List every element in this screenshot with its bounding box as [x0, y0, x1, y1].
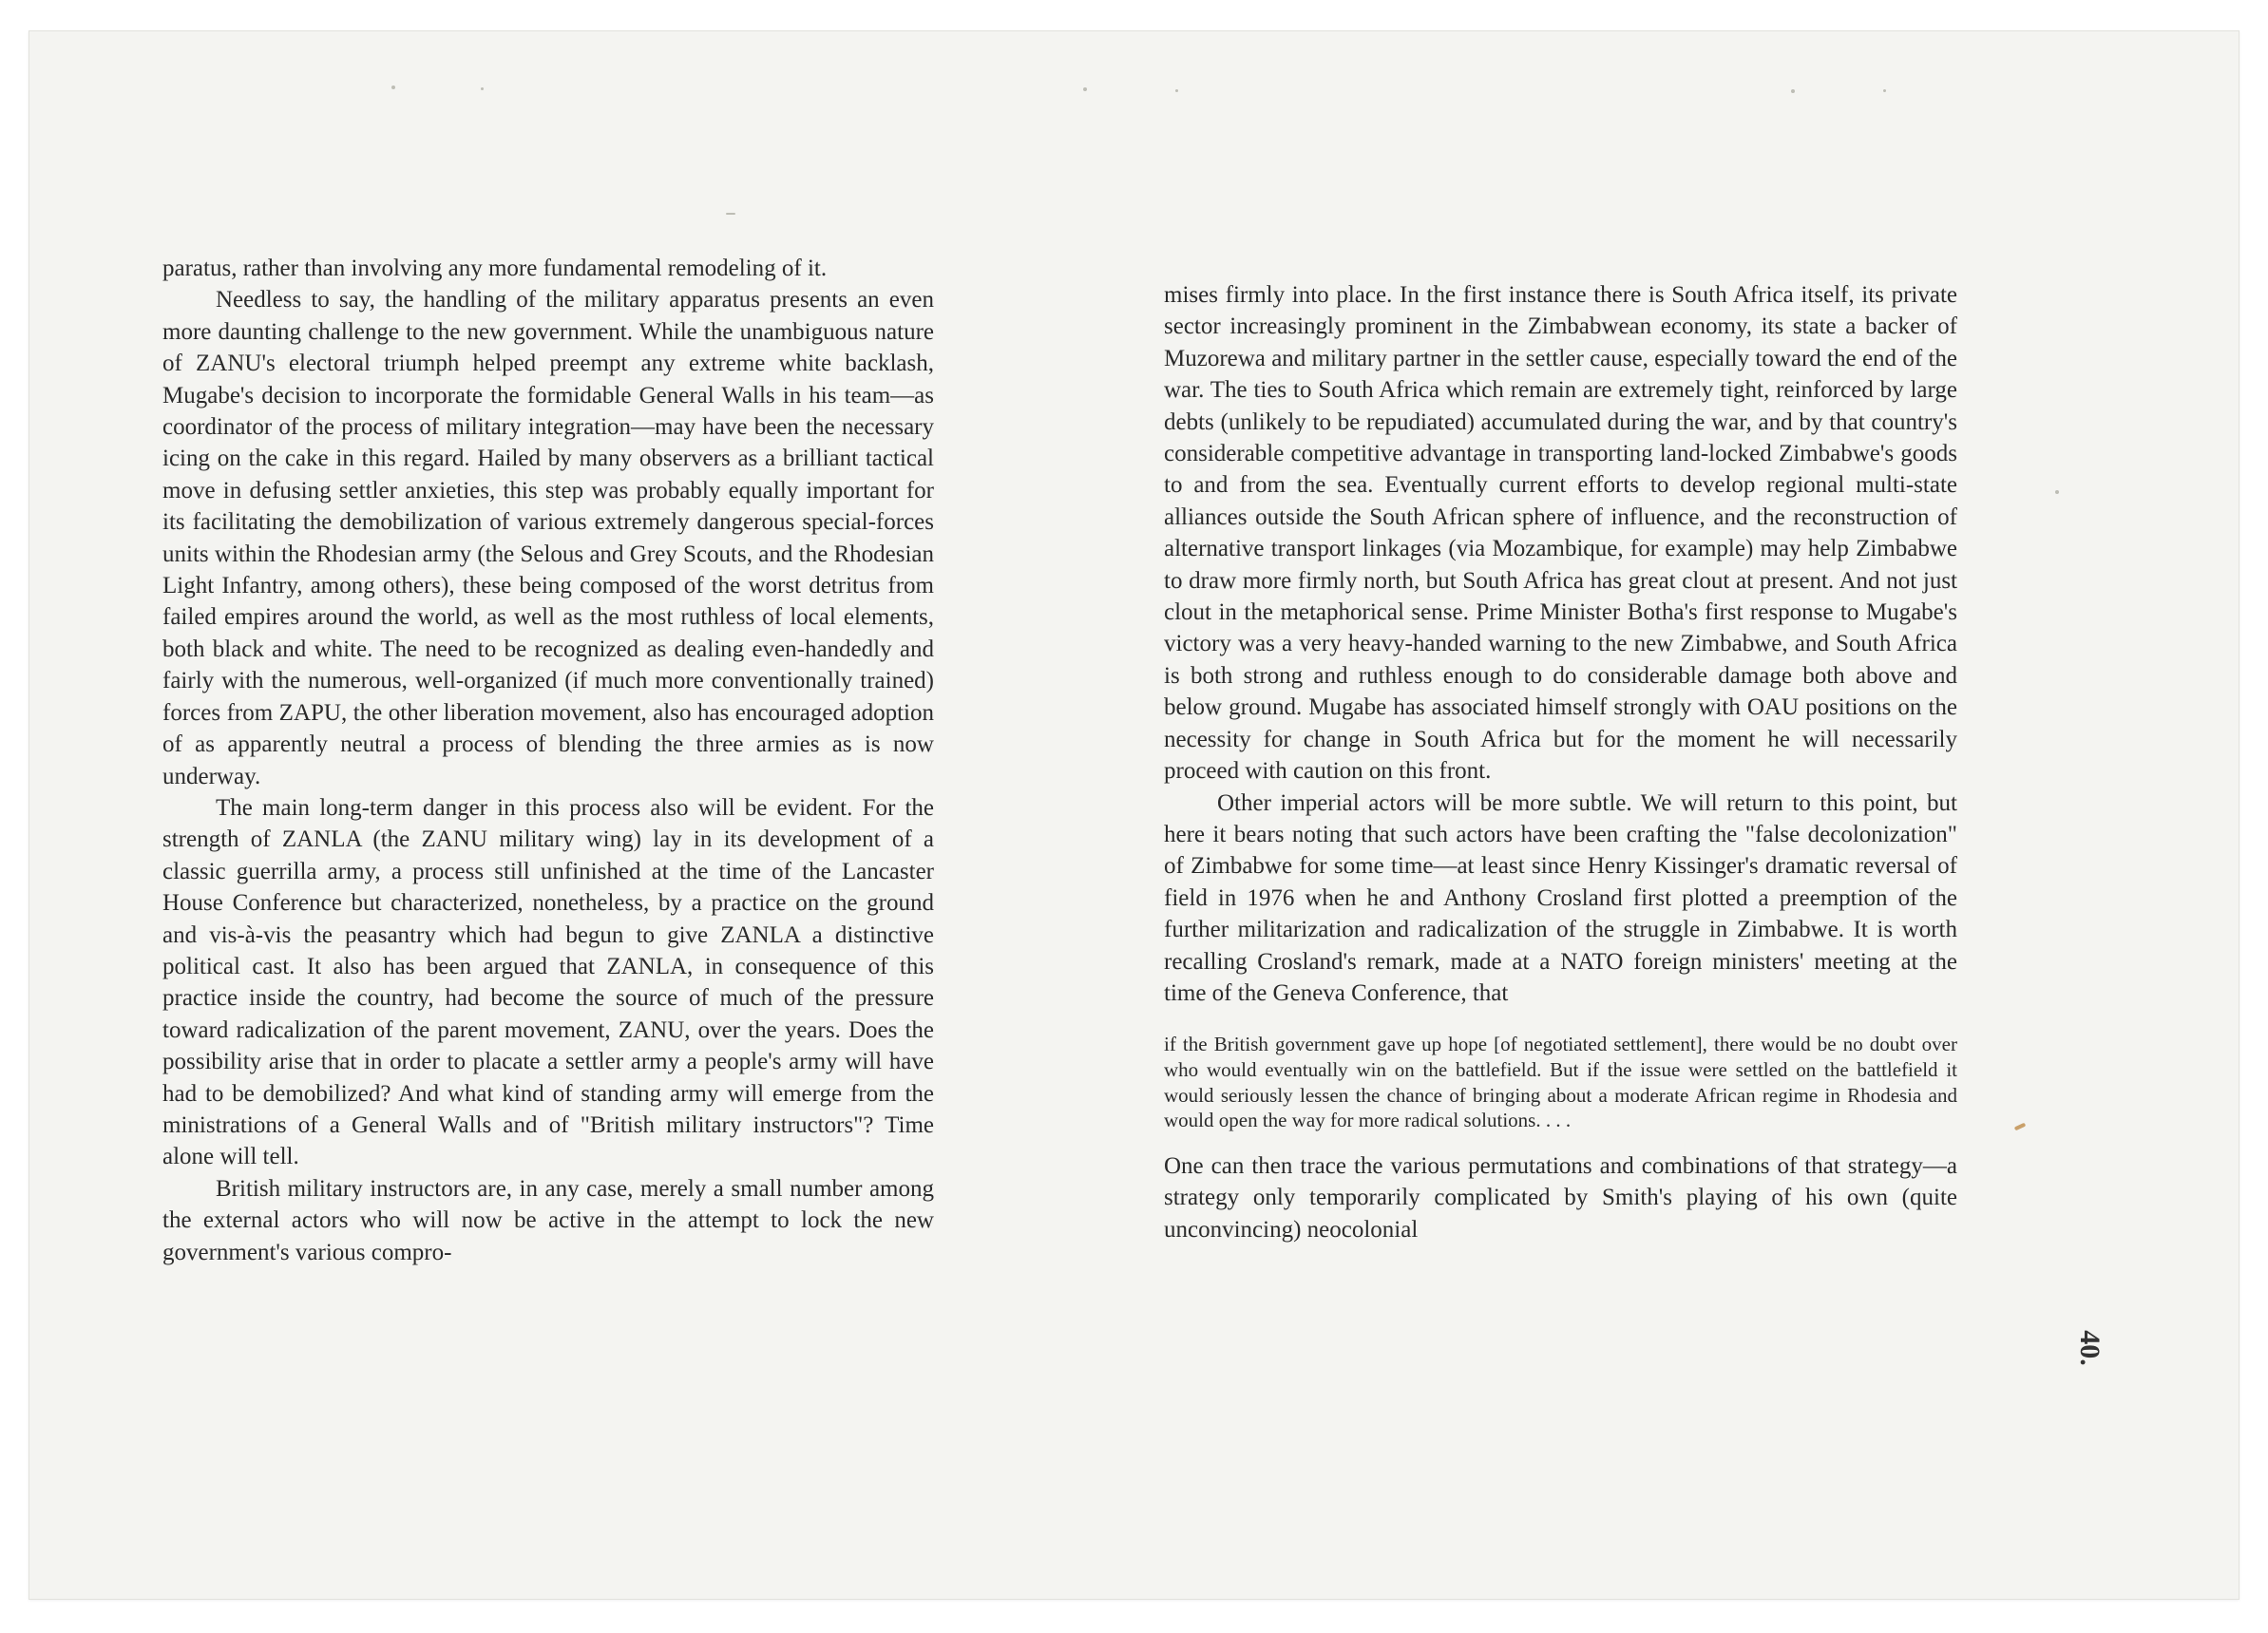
left-text-column	[162, 253, 934, 1268]
paper-speck	[1791, 89, 1795, 93]
paper-speck	[1883, 89, 1886, 92]
paper-speck	[726, 213, 735, 215]
paragraph: One can then trace the various permutations and combinations of that strategy—a strategy only temporarily complicated by Smith's playing of his own (quite unconvincing) neocolonial	[1164, 1152, 1957, 1243]
paper-speck	[2055, 490, 2059, 494]
paper-speck	[1083, 87, 1087, 91]
paragraph: British military instructors are, in any case, merely a small number among the external actors who will now be active in the attempt to lock the new government's various compro-	[162, 1175, 934, 1265]
paragraph: mises firmly into place. In the first instance there is South Africa itself, its private sector increasingly prominent in the Zimbabwean economy, its state a backer of Muzorewa and military partner in the settler cause, especially toward the end of the war. The ties to South Africa which remain are extremely tight, reinforced by large debts (unlikely to be repudiated) accumulated during the war, and by that country's considerable competitive advantage in transporting land-locked Zimbabwe's goods to and from the sea. Eventually current efforts to develop regional multi-state alliances outside the South African sphere of influence, and the reconstruction of alternative transport linkages (via Mozambique, for example) may help Zimbabwe to draw more firmly north, but South Africa has great clout at present. And not just clout in the metaphorical sense. Prime Minister Botha's first response to Mugabe's victory was a very heavy-handed warning to the new Zimbabwe, and South Africa is both strong and ruthless enough to do considerable damage both above and below ground. Mugabe has associated himself strongly with OAU positions on the necessity for change in South Africa but for the moment he will necessarily proceed with caution on this front.	[1164, 282, 1957, 785]
paragraph: paratus, rather than involving any more fundamental remodeling of it.	[162, 256, 828, 281]
paragraph: Other imperial actors will be more subtle. We will return to this point, but here it bears noting that such actors have been crafting the "false decolonization" of Zimbabwe for some time—at least since Henry Kissinger's dramatic reversal of field in 1976 when he and Anthony Crosland first plotted a preemption of the further militarization and radicalization of the struggle in Zimbabwe. It is worth recalling Crosland's remark, made at a NATO foreign ministers' meeting at the time of the Geneva Conference, that	[1164, 789, 1957, 1006]
paper-speck	[1175, 89, 1178, 92]
page-number: 40.	[2073, 1330, 2106, 1366]
paragraph: Needless to say, the handling of the military apparatus presents an even more daunting challenge to the new government. While the unambiguous nature of ZANU's electoral triumph helped preempt any extreme white backlash, Mugabe's decision to incorporate the formidable General Walls in his team—as coordinator of the process of military integration—may have been the necessary icing on the cake in this regard. Hailed by many observers as a brilliant tactical move in defusing settler anxieties, this step was probably equally important for its facilitating the demobilization of various extremely dangerous special-forces units within the Rhodesian army (the Selous and Grey Scouts, and the Rhodesian Light Infantry, among others), these being composed of the worst detritus from failed empires around the world, as well as the most ruthless of local elements, both black and white. The need to be recognized as dealing even-handedly and fairly with the numerous, well-organized (if much more conventionally trained) forces from ZAPU, the other liberation movement, also has encouraged adoption of as apparently neutral a process of blending the three armies as is now underway.	[162, 287, 934, 789]
paper-speck	[481, 87, 484, 90]
block-quote: if the British government gave up hope [of negotiated settlement], there would be no doubt over who would eventually win on the battlefield. But if the issue were settled on the battlefield it would seriously lessen the chance of bringing about a moderate African regime in Rhodesia and would open the way for more radical solutions. . . .	[1164, 1033, 1957, 1132]
paper-speck	[391, 85, 395, 89]
paper-speck	[2014, 1123, 2027, 1131]
right-text-column	[1164, 279, 1957, 1245]
paragraph: The main long-term danger in this process also will be evident. For the strength of ZANLA (the ZANU military wing) lay in its development of a classic guerrilla army, a process still unfinished at the time of the Lancaster House Conference but characterized, nonetheless, by a practice on the ground and vis-à-vis the peasantry which had begun to give ZANLA a distinctive political cast. It also has been argued that ZANLA, in consequence of this practice inside the country, had become the source of much of the pressure toward radicalization of the parent movement, ZANU, over the years. Does the possibility arise that in order to placate a settler army a people's army will have had to be demobilized? And what kind of standing army will emerge from the ministrations of a General Walls and of "British military instructors"? Time alone will tell.	[162, 794, 934, 1170]
page-sheet	[29, 30, 2239, 1600]
